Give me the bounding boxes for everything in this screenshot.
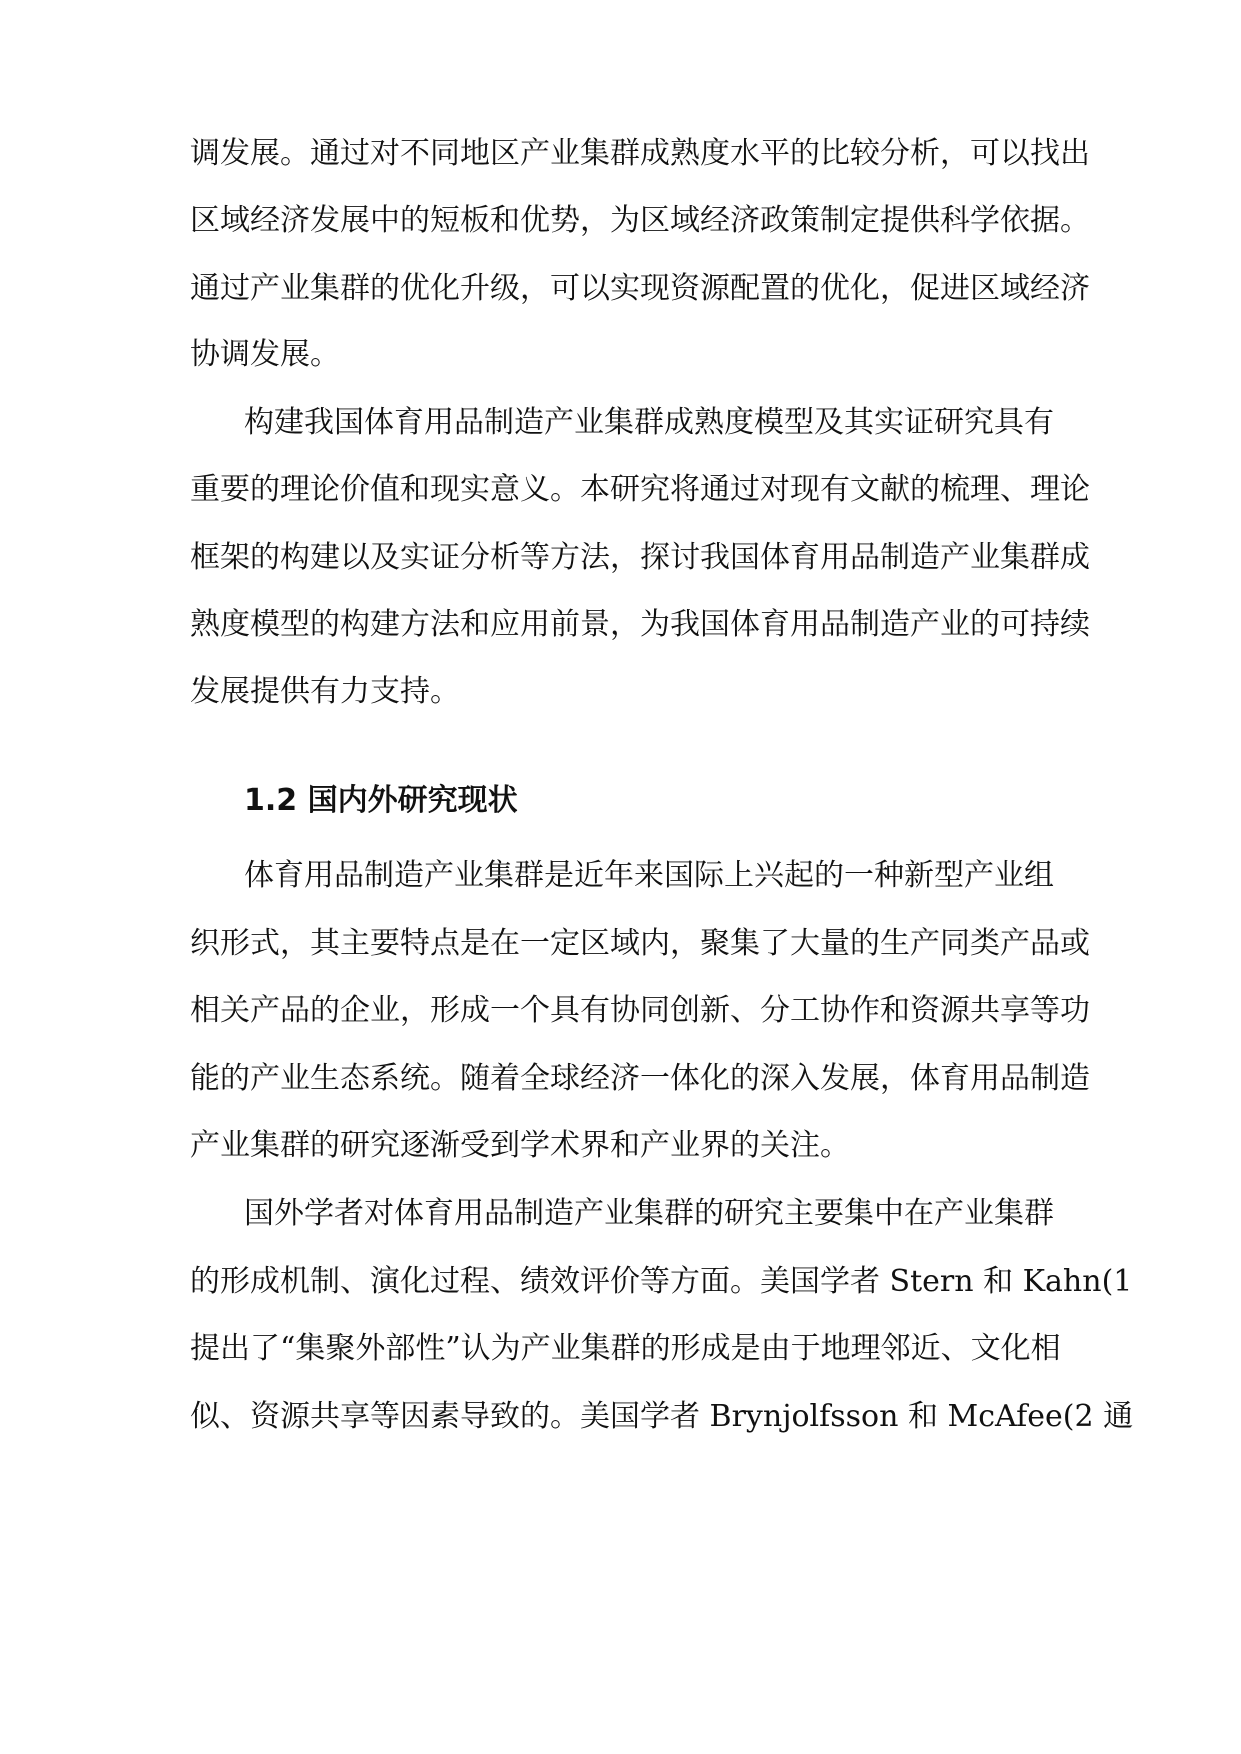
paragraph-line: 体育用品制造产业集群是近年来国际上兴起的一种新型产业组 [244, 858, 1054, 893]
paragraph-line: 重要的理论价值和现实意义。本研究将通过对现有文献的梳理、理论 [190, 472, 1090, 507]
paragraph-line: 通过产业集群的优化升级，可以实现资源配置的优化，促进区域经济 [190, 271, 1090, 306]
paragraph-line: 产业集群的研究逐渐受到学术界和产业界的关注。 [190, 1128, 850, 1163]
paragraph-line: 协调发展。 [190, 337, 340, 372]
paragraph-line: 织形式，其主要特点是在一定区域内，聚集了大量的生产同类产品或 [190, 926, 1090, 961]
paragraph-line: 构建我国体育用品制造产业集群成熟度模型及其实证研究具有 [244, 405, 1054, 440]
paragraph-line: 国外学者对体育用品制造产业集群的研究主要集中在产业集群 [244, 1196, 1054, 1231]
paragraph-line: 似、资源共享等因素导致的。美国学者 Brynjolfsson 和 McAfee(2 通 [190, 1399, 1134, 1434]
paragraph-line: 调发展。通过对不同地区产业集群成熟度水平的比较分析，可以找出 [190, 136, 1090, 171]
section-heading: 1.2 国内外研究现状 [244, 783, 518, 818]
paragraph-line: 的形成机制、演化过程、绩效评价等方面。美国学者 Stern 和 Kahn(1 [190, 1264, 1133, 1299]
paragraph-line: 熟度模型的构建方法和应用前景，为我国体育用品制造产业的可持续 [190, 607, 1090, 642]
paragraph-line: 相关产品的企业，形成一个具有协同创新、分工协作和资源共享等功 [190, 993, 1090, 1028]
paragraph-line: 能的产业生态系统。随着全球经济一体化的深入发展，体育用品制造 [190, 1061, 1090, 1096]
paragraph-line: 提出了“集聚外部性”认为产业集群的形成是由于地理邻近、文化相 [190, 1331, 1061, 1366]
paragraph-line: 框架的构建以及实证分析等方法，探讨我国体育用品制造产业集群成 [190, 540, 1090, 575]
paragraph-line: 发展提供有力支持。 [190, 674, 460, 709]
paragraph-line: 区域经济发展中的短板和优势，为区域经济政策制定提供科学依据。 [190, 203, 1090, 238]
